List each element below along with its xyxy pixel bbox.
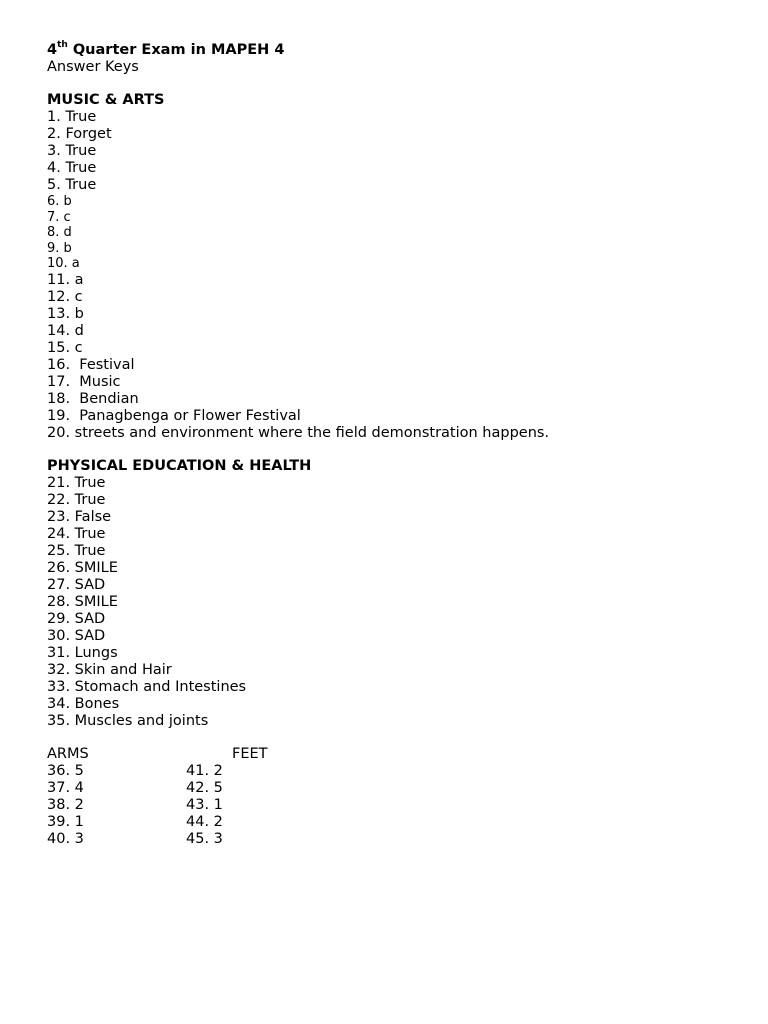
pe-health-item: 24. True: [47, 525, 106, 542]
feet-item: 42. 5: [186, 779, 223, 796]
music-arts-item: 20. streets and environment where the field demonstration happens.: [47, 424, 550, 441]
document-title: [47, 42, 747, 59]
music-arts-item: 6. b: [47, 194, 72, 209]
pe-health-item: 32. Skin and Hair: [47, 661, 172, 678]
music-arts-item: 17. Music: [47, 373, 121, 390]
music-arts-item: 19. Panagbenga or Flower Festival: [47, 407, 301, 424]
pe-health-item: 34. Bones: [47, 695, 120, 712]
music-arts-item: 3. True: [47, 143, 97, 159]
pe-health-item: 33. Stomach and Intestines: [47, 678, 247, 695]
music-arts-item: 15. c: [47, 339, 83, 356]
arms-heading: ARMS: [47, 745, 89, 762]
title-text: Quarter Exam in MAPEH 4: [67, 42, 285, 58]
document-subtitle: Answer Keys: [47, 59, 139, 75]
arms-item: 38. 2: [47, 796, 84, 813]
music-arts-item: 9. b: [47, 240, 72, 256]
arms-item: 40. 3: [47, 830, 84, 847]
arms-feet-row: [47, 763, 747, 780]
music-arts-heading: MUSIC & ARTS: [47, 92, 165, 108]
music-arts-item: 7. c: [47, 209, 71, 225]
music-arts-item: 16. Festival: [47, 356, 135, 373]
pe-health-item: 35. Muscles and joints: [47, 712, 209, 729]
music-arts-item: 8. d: [47, 225, 72, 240]
pe-health-item: 23. False: [47, 508, 112, 525]
spacer: [47, 730, 747, 746]
pe-health-item: 27. SAD: [47, 576, 106, 593]
pe-health-item: 21. True: [47, 474, 106, 491]
arms-feet-row: [47, 831, 747, 848]
music-arts-item: 11. a: [47, 271, 84, 288]
music-arts-item: 12. c: [47, 288, 83, 305]
arms-feet-row: [47, 780, 747, 797]
music-arts-item: 5. True: [47, 177, 97, 193]
arms-feet-row: [47, 814, 747, 831]
music-arts-item: 10. a: [47, 256, 80, 271]
pe-health-item: 26. SMILE: [47, 559, 118, 576]
title-superscript: th: [57, 40, 68, 51]
title-number: 4: [47, 42, 58, 58]
arms-feet-header-row: [47, 746, 747, 763]
music-arts-item: 14. d: [47, 322, 84, 339]
pe-health-heading: PHYSICAL EDUCATION & HEALTH: [47, 457, 312, 474]
music-arts-item: 13. b: [47, 305, 84, 322]
spacer: [47, 442, 747, 458]
spacer: [47, 76, 747, 92]
feet-item: 44. 2: [186, 813, 223, 830]
music-arts-item: 2. Forget: [47, 126, 112, 142]
pe-health-item: 28. SMILE: [47, 593, 118, 610]
arms-feet-row: [47, 797, 747, 814]
arms-item: 36. 5: [47, 762, 84, 779]
feet-heading: FEET: [232, 745, 268, 762]
feet-item: 45. 3: [186, 830, 223, 847]
arms-item: 39. 1: [47, 813, 84, 830]
pe-health-item: 30. SAD: [47, 627, 106, 644]
arms-item: 37. 4: [47, 779, 84, 796]
feet-item: 43. 1: [186, 796, 223, 813]
music-arts-item: 4. True: [47, 160, 97, 176]
pe-health-item: 29. SAD: [47, 610, 106, 627]
music-arts-item: 18. Bendian: [47, 390, 139, 407]
music-arts-item: 1. True: [47, 109, 97, 125]
pe-health-item: 25. True: [47, 542, 106, 559]
feet-item: 41. 2: [186, 762, 223, 779]
pe-health-item: 22. True: [47, 491, 106, 508]
answer-key-document: [47, 42, 747, 848]
pe-health-item: 31. Lungs: [47, 644, 118, 661]
